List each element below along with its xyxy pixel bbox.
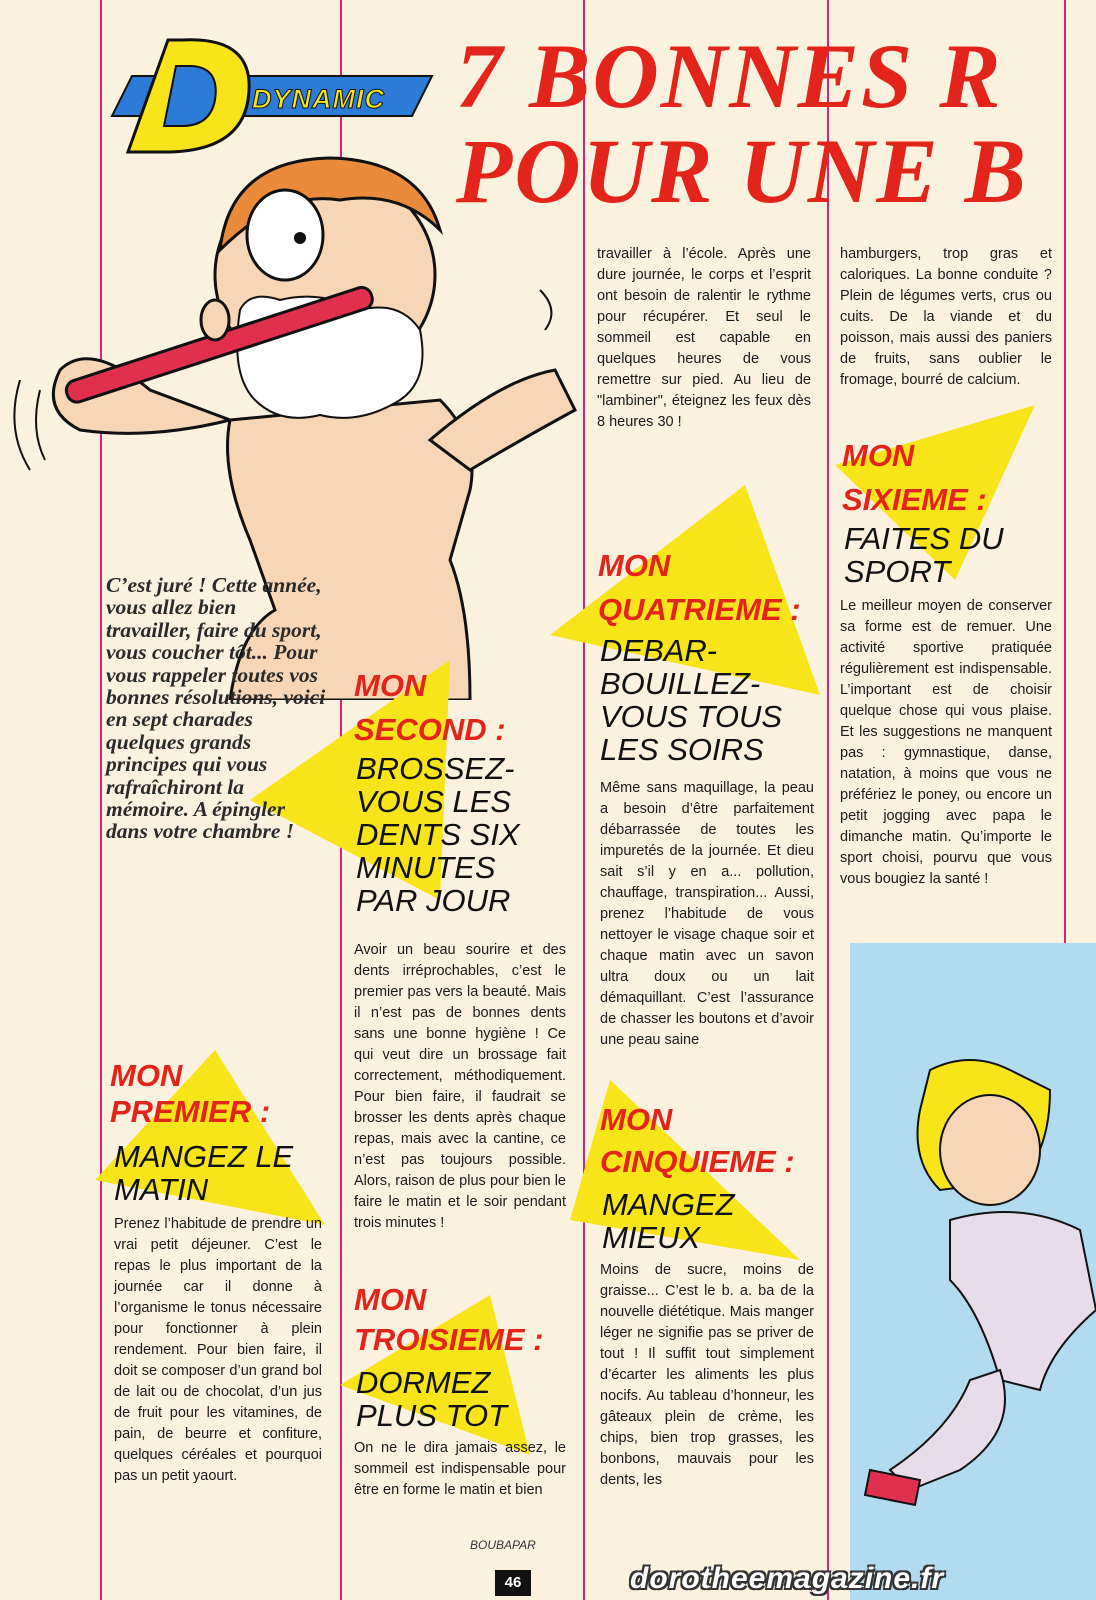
- troisieme-tip: DORMEZ PLUS TOT: [356, 1365, 508, 1433]
- cinquieme-body-continued: hamburgers, trop gras et caloriques. La bonne conduite ? Plein de légumes verts, crus ou cuits. De la viande et du poisson, mais aussi des paniers de fruits, sans oublier le fromage, bourré de calcium.: [840, 246, 1052, 388]
- page-number: 46: [495, 1570, 531, 1596]
- second-kicker-line-2: SECOND :: [354, 712, 506, 747]
- sixieme-tip: FAITES DU SPORT: [844, 521, 1004, 589]
- girl-running-illustration: [850, 1050, 1096, 1550]
- cinquieme-kicker-line-2: CINQUIEME :: [600, 1144, 795, 1179]
- premier-body: Prenez l’habitude de prendre un vrai petit déjeuner. C’est le repas le plus important de la journée car il donne à l’organisme le tonus nécessaire pour fonctionner à plein rendement. Pour bien faire, il doit se composer d’un grand bol de lait ou de chocolat, d’un jus de fruit pour les vitamines, de pain, de beurre et confiture, quelques céréales et pourquoi pas un petit yaourt.: [114, 1216, 322, 1484]
- cinquieme-kicker-line-1: MON: [600, 1102, 673, 1137]
- intro-text: C’est juré ! Cette année, vous allez bien travailler, faire du sport, vous coucher tôt... Pour vous rappeler toutes vos bonnes résolutions, voici en sept charades quelques grands principes qui vous rafraîchiront la mémoire. A épingler dans votre chambre !: [106, 573, 326, 844]
- sixieme-body: Le meilleur moyen de conserver sa forme est de remuer. Une activité sportive pratiquée régulièrement est indispensable. L’important est de choisir quelque chose qui vous plaise. Et les suggestions ne manquent pas : gymnastique, danse, natation, à moins que vous ne préfériez le poney, ou encore un petit jogging avec papa le dimanche matin. Qu’importe le sport choisi, pourvu que vous vous bougiez la santé !: [840, 598, 1052, 887]
- sixieme-kicker-line-1: MON: [842, 438, 915, 473]
- cinquieme-tip: MANGEZ MIEUX: [602, 1187, 735, 1255]
- column-rule: [827, 0, 829, 1600]
- troisieme-body-continued: travailler à l’école. Après une dure journée, le corps et l’esprit ont besoin de ralentir le rythme pour récupérer. Et seul le sommeil est capable en quelques heures de vous remettre sur pied. Au lieu de "lambiner", éteignez les feux dès 8 heures 30 !: [597, 246, 811, 430]
- troisieme-body: On ne le dira jamais assez, le sommeil est indispensable pour être en forme le matin et bien: [354, 1440, 566, 1498]
- troisieme-kicker-line-2: TROISIEME :: [354, 1322, 544, 1357]
- cinquieme-body: Moins de sucre, moins de graisse... C’est le b. a. ba de la nouvelle diététique. Mais manger léger ne signifie pas se priver de tout ! Il suffit tout simplement d’écarter les aliments les plus nocifs. Au tableau d’honneur, les gâteaux plein de crème, les chips, bien trop grasses, les bonbons, mauvais pour les dents, les: [600, 1262, 814, 1488]
- second-body: Avoir un beau sourire et des dents irréprochables, c’est le premier pas vers la beauté. Mais il n’est pas de bonnes dents sans une bonne hygiène ! Ce qui veut dire un brossage fait correctement, méthodiquement. Pour bien faire, il faudrait se brosser les dents après chaque repas, mais avec la cantine, ce n’est pas toujours possible. Alors, raison de plus pour bien le faire le matin et le soir pendant trois minutes !: [354, 942, 566, 1231]
- quatrieme-tip: DEBAR-BOUILLEZ-VOUS TOUS LES SOIRS: [600, 633, 783, 767]
- premier-kicker-line-1: MON: [110, 1058, 183, 1093]
- watermark: dorotheemagazine.fr: [630, 1562, 945, 1595]
- second-kicker-line-1: MON: [354, 668, 427, 703]
- quatrieme-kicker-line-2: QUATRIEME :: [598, 592, 801, 627]
- second-tip: BROSSEZ-VOUS LES DENTS SIX MINUTES PAR JOUR: [356, 751, 520, 918]
- sixieme-kicker-line-2: SIXIEME :: [842, 482, 987, 517]
- premier-kicker-line-2: PREMIER :: [110, 1094, 271, 1129]
- premier-tip: MANGEZ LE MATIN: [114, 1139, 294, 1207]
- artist-signature: BOUBAPAR: [470, 1538, 536, 1552]
- logo-text: DYNAMIC: [252, 84, 385, 114]
- headline-line-1: 7 BONNES R: [456, 25, 1003, 127]
- quatrieme-kicker-line-1: MON: [598, 548, 671, 583]
- headline-line-2: POUR UNE B: [456, 120, 1029, 222]
- troisieme-kicker-line-1: MON: [354, 1282, 427, 1317]
- quatrieme-body: Même sans maquillage, la peau a besoin d’être parfaitement débarrassée de toutes les impuretés de la journée. Et dieu sait s’il y en a... pollution, chauffage, transpiration... Aussi, prenez l’habitude de vous nettoyer le visage chaque soir et chaque matin avec un savon ultra doux ou un lait démaquillant. C’est l’assurance de chasser les boutons et d’avoir une peau saine: [600, 780, 814, 1048]
